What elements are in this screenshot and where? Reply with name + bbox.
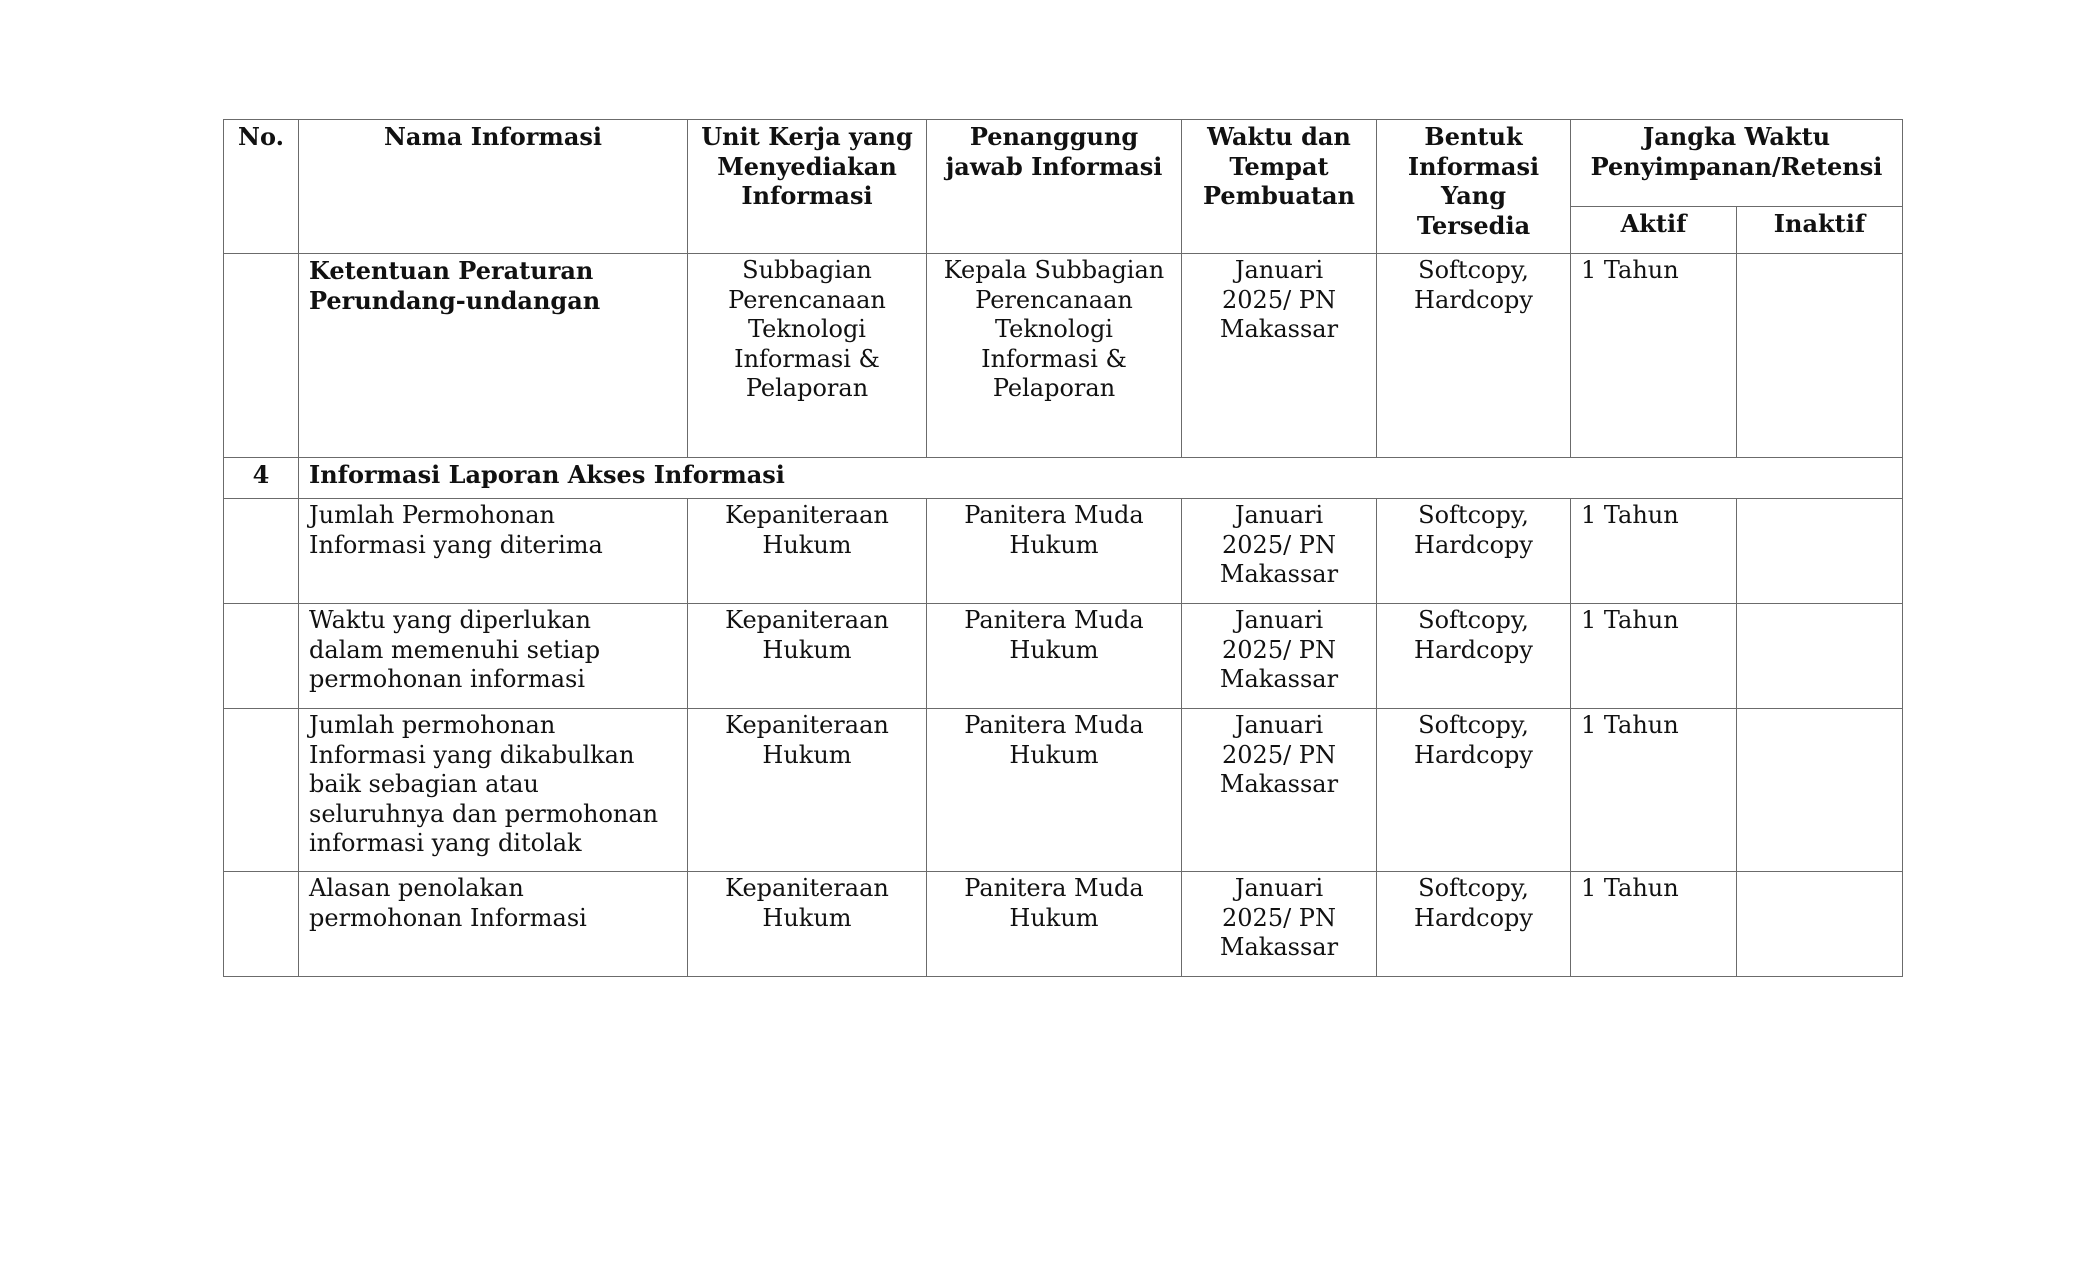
table-row xyxy=(224,499,1903,604)
header-penanggung-jawab: Penanggung jawab Informasi xyxy=(927,120,1182,254)
cell-unit: Kepaniteraan Hukum xyxy=(688,709,927,872)
cell-inaktif xyxy=(1737,499,1903,604)
cell-inaktif xyxy=(1737,709,1903,872)
cell-no xyxy=(224,604,299,709)
header-row xyxy=(224,120,1903,207)
cell-bentuk: Softcopy, Hardcopy xyxy=(1377,604,1571,709)
header-aktif: Aktif xyxy=(1571,207,1737,254)
cell-penanggung: Panitera Muda Hukum xyxy=(927,709,1182,872)
cell-inaktif xyxy=(1737,604,1903,709)
cell-waktu: Januari 2025/ PN Makassar xyxy=(1182,709,1377,872)
cell-waktu: Januari 2025/ PN Makassar xyxy=(1182,872,1377,977)
information-retention-table xyxy=(223,119,1903,977)
cell-no xyxy=(224,499,299,604)
cell-waktu: Januari 2025/ PN Makassar xyxy=(1182,499,1377,604)
cell-nama: Ketentuan Peraturan Perundang-undangan xyxy=(299,254,688,458)
cell-aktif: 1 Tahun xyxy=(1571,499,1737,604)
cell-unit: Subbagian Perencanaan Teknologi Informasi & Pelaporan xyxy=(688,254,927,458)
cell-no xyxy=(224,872,299,977)
cell-aktif: 1 Tahun xyxy=(1571,872,1737,977)
header-no: No. xyxy=(224,120,299,254)
cell-bentuk: Softcopy, Hardcopy xyxy=(1377,709,1571,872)
cell-nama: Alasan penolakan permohonan Informasi xyxy=(299,872,688,977)
header-unit-kerja: Unit Kerja yang Menyediakan Informasi xyxy=(688,120,927,254)
cell-bentuk: Softcopy, Hardcopy xyxy=(1377,499,1571,604)
cell-bentuk: Softcopy, Hardcopy xyxy=(1377,254,1571,458)
cell-nama: Waktu yang diperlukan dalam memenuhi setiap permohonan informasi xyxy=(299,604,688,709)
cell-aktif: 1 Tahun xyxy=(1571,604,1737,709)
cell-inaktif xyxy=(1737,872,1903,977)
cell-no xyxy=(224,254,299,458)
cell-penanggung: Panitera Muda Hukum xyxy=(927,499,1182,604)
header-nama-informasi: Nama Informasi xyxy=(299,120,688,254)
section-row xyxy=(224,458,1903,499)
section-title: Informasi Laporan Akses Informasi xyxy=(299,458,1903,499)
cell-bentuk: Softcopy, Hardcopy xyxy=(1377,872,1571,977)
table-row xyxy=(224,254,1903,458)
cell-waktu: Januari 2025/ PN Makassar xyxy=(1182,254,1377,458)
cell-unit: Kepaniteraan Hukum xyxy=(688,872,927,977)
cell-no xyxy=(224,709,299,872)
cell-nama: Jumlah permohonan Informasi yang dikabulkan baik sebagian atau seluruhnya dan permohonan informasi yang ditolak xyxy=(299,709,688,872)
cell-unit: Kepaniteraan Hukum xyxy=(688,604,927,709)
header-bentuk-informasi: Bentuk Informasi Yang Tersedia xyxy=(1377,120,1571,254)
cell-nama: Jumlah Permohonan Informasi yang diterima xyxy=(299,499,688,604)
cell-aktif: 1 Tahun xyxy=(1571,254,1737,458)
cell-inaktif xyxy=(1737,254,1903,458)
cell-penanggung: Panitera Muda Hukum xyxy=(927,604,1182,709)
table-row xyxy=(224,872,1903,977)
header-inaktif: Inaktif xyxy=(1737,207,1903,254)
cell-unit: Kepaniteraan Hukum xyxy=(688,499,927,604)
table-row xyxy=(224,709,1903,872)
cell-penanggung: Kepala Subbagian Perencanaan Teknologi Informasi & Pelaporan xyxy=(927,254,1182,458)
table-row xyxy=(224,604,1903,709)
cell-waktu: Januari 2025/ PN Makassar xyxy=(1182,604,1377,709)
header-waktu-tempat: Waktu dan Tempat Pembuatan xyxy=(1182,120,1377,254)
cell-aktif: 1 Tahun xyxy=(1571,709,1737,872)
section-number: 4 xyxy=(224,458,299,499)
cell-penanggung: Panitera Muda Hukum xyxy=(927,872,1182,977)
header-jangka-waktu: Jangka Waktu Penyimpanan/Retensi xyxy=(1571,120,1903,207)
